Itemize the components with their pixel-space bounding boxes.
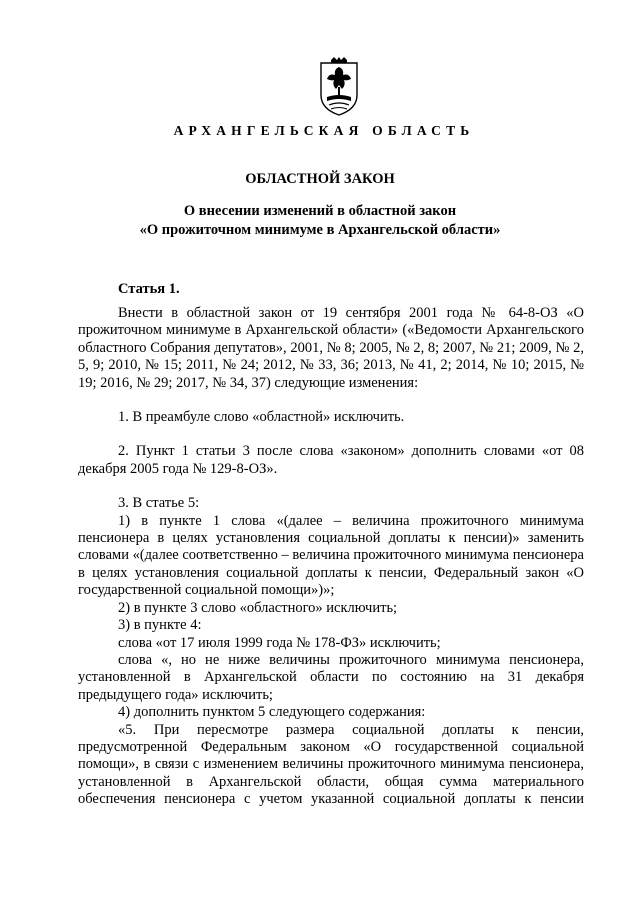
region-name: АРХАНГЕЛЬСКАЯ ОБЛАСТЬ [173, 123, 475, 138]
paragraph-item-2: 2. Пункт 1 статьи 3 после слова «законом» дополнить словами «от 08 декабря 2005 года № 129-8-ОЗ». [78, 443, 584, 477]
coat-of-arms-icon [317, 57, 361, 117]
paragraph-subitem-3: 3) в пункте 4: [118, 617, 202, 634]
paragraph-subitem-3b: слова «, но не ниже величины прожиточного минимума пенсионера, установленной в Архангельской области по состоянию на 31 декабря предыдущего года» исключить; [78, 651, 584, 703]
title-line-2: «О прожиточном минимуме в Архангельской области» [139, 222, 501, 238]
title-line-1: О внесении изменений в областной закон [183, 203, 457, 219]
paragraph-item-3: 3. В статье 5: [118, 495, 200, 512]
paragraph-item-1: 1. В преамбуле слово «областной» исключить. [118, 409, 405, 426]
paragraph-subitem-1: 1) в пункте 1 слова «(далее – величина прожиточного минимума пенсионера в целях установления социальной доплаты к пенсии)» заменить словами «(далее соответственно – величина прожиточного минимума пенсионера в целях установления социальной доплаты к пенсии, Федеральный закон «О государственной социальной помощи»)»; [78, 512, 584, 599]
paragraph-subitem-2: 2) в пункте 3 слово «областного» исключить; [118, 599, 398, 616]
article-heading: Статья 1. [118, 281, 180, 297]
paragraph-new-point-5: «5. При пересмотре размера социальной доплаты к пенсии, предусмотренной Федеральным законом «О государственной социальной помощи», в связи с изменением величины прожиточного минимума пенсионера, установленной в Архангельской области, общая сумма материального обеспечения пенсионера с учетом указанной социальной доплаты к пенсии [78, 721, 584, 808]
paragraph-intro: Внести в областной закон от 19 сентября 2001 года № 64-8-ОЗ «О прожиточном минимуме в Архангельской области» («Ведомости Архангельского областного Собрания депутатов», 2001, № 8; 2005, № 2, 8; 2007, № 21; 2009, № 2, 5, 9; 2010, № 15; 2011, № 24; 2012, № 33, 36; 2013, № 41, 2; 2014, № 10; 2015, № 19; 2016, № 29; 2017, № 34, 37) следующие изменения: [78, 305, 584, 391]
paragraph-subitem-3a: слова «от 17 июля 1999 года № 178-ФЗ» исключить; [118, 634, 441, 651]
paragraph-subitem-4: 4) дополнить пунктом 5 следующего содержания: [118, 704, 426, 721]
document-type: ОБЛАСТНОЙ ЗАКОН [245, 171, 395, 187]
document-body [78, 305, 584, 809]
